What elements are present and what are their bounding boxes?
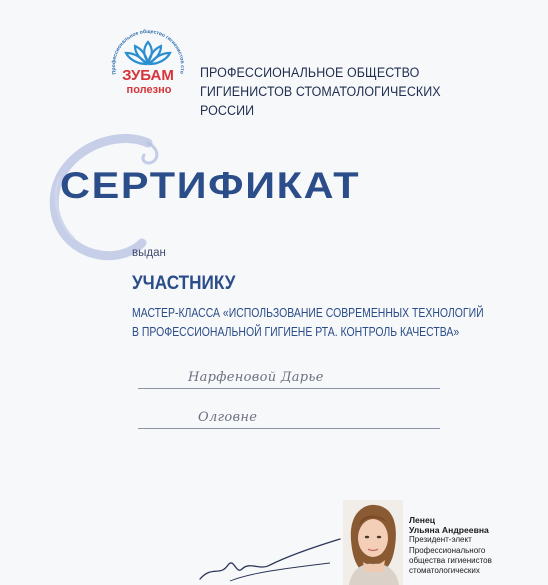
signer-surname: Ленец bbox=[409, 515, 436, 525]
society-logo bbox=[102, 22, 194, 114]
course-line-1: МАСТЕР-КЛАССА «ИСПОЛЬЗОВАНИЕ СОВРЕМЕННЫХ ТЕХНОЛОГИЙ bbox=[132, 306, 484, 320]
course-line-2: В ПРОФЕССИОНАЛЬНОЙ ГИГИЕНЕ РТА. КОНТРОЛЬ КАЧЕСТВА» bbox=[132, 325, 460, 339]
recipient-underline-2 bbox=[138, 428, 440, 429]
recipient-name-line-2: Олговне bbox=[198, 410, 258, 425]
logo-ring-text: Профессиональное общество гигиенистов сто bbox=[110, 28, 186, 75]
signer-position-4: стоматологических bbox=[409, 566, 480, 576]
participant-heading: УЧАСТНИКУ bbox=[132, 272, 236, 294]
signer-position-3: общества гигиенистов bbox=[409, 555, 492, 565]
issued-label: выдан bbox=[132, 247, 166, 259]
signer-position-1: Президент-элект bbox=[409, 535, 472, 545]
course-description bbox=[132, 304, 489, 342]
logo-brand-top: ЗУБАМ bbox=[122, 67, 174, 84]
signature bbox=[190, 535, 350, 585]
lotus-icon bbox=[126, 42, 170, 64]
certificate-title: СЕРТИФИКАТ bbox=[60, 165, 361, 206]
signer-photo bbox=[343, 500, 403, 585]
organization-line-1: ПРОФЕССИОНАЛЬНОЕ ОБЩЕСТВО bbox=[200, 65, 420, 80]
organization-line-2: ГИГИЕНИСТОВ СТОМАТОЛОГИЧЕСКИХ РОССИИ bbox=[200, 84, 441, 118]
recipient-name-line-1: Нарфеновой Дарье bbox=[188, 370, 324, 385]
recipient-underline-1 bbox=[138, 388, 440, 389]
signer-position-2: Профессионального bbox=[409, 545, 486, 555]
signer-info bbox=[409, 515, 544, 576]
logo-brand-bottom: полезно bbox=[126, 84, 172, 96]
organization-name bbox=[200, 63, 498, 120]
signer-given-names: Ульяна Андреевна bbox=[409, 525, 489, 536]
